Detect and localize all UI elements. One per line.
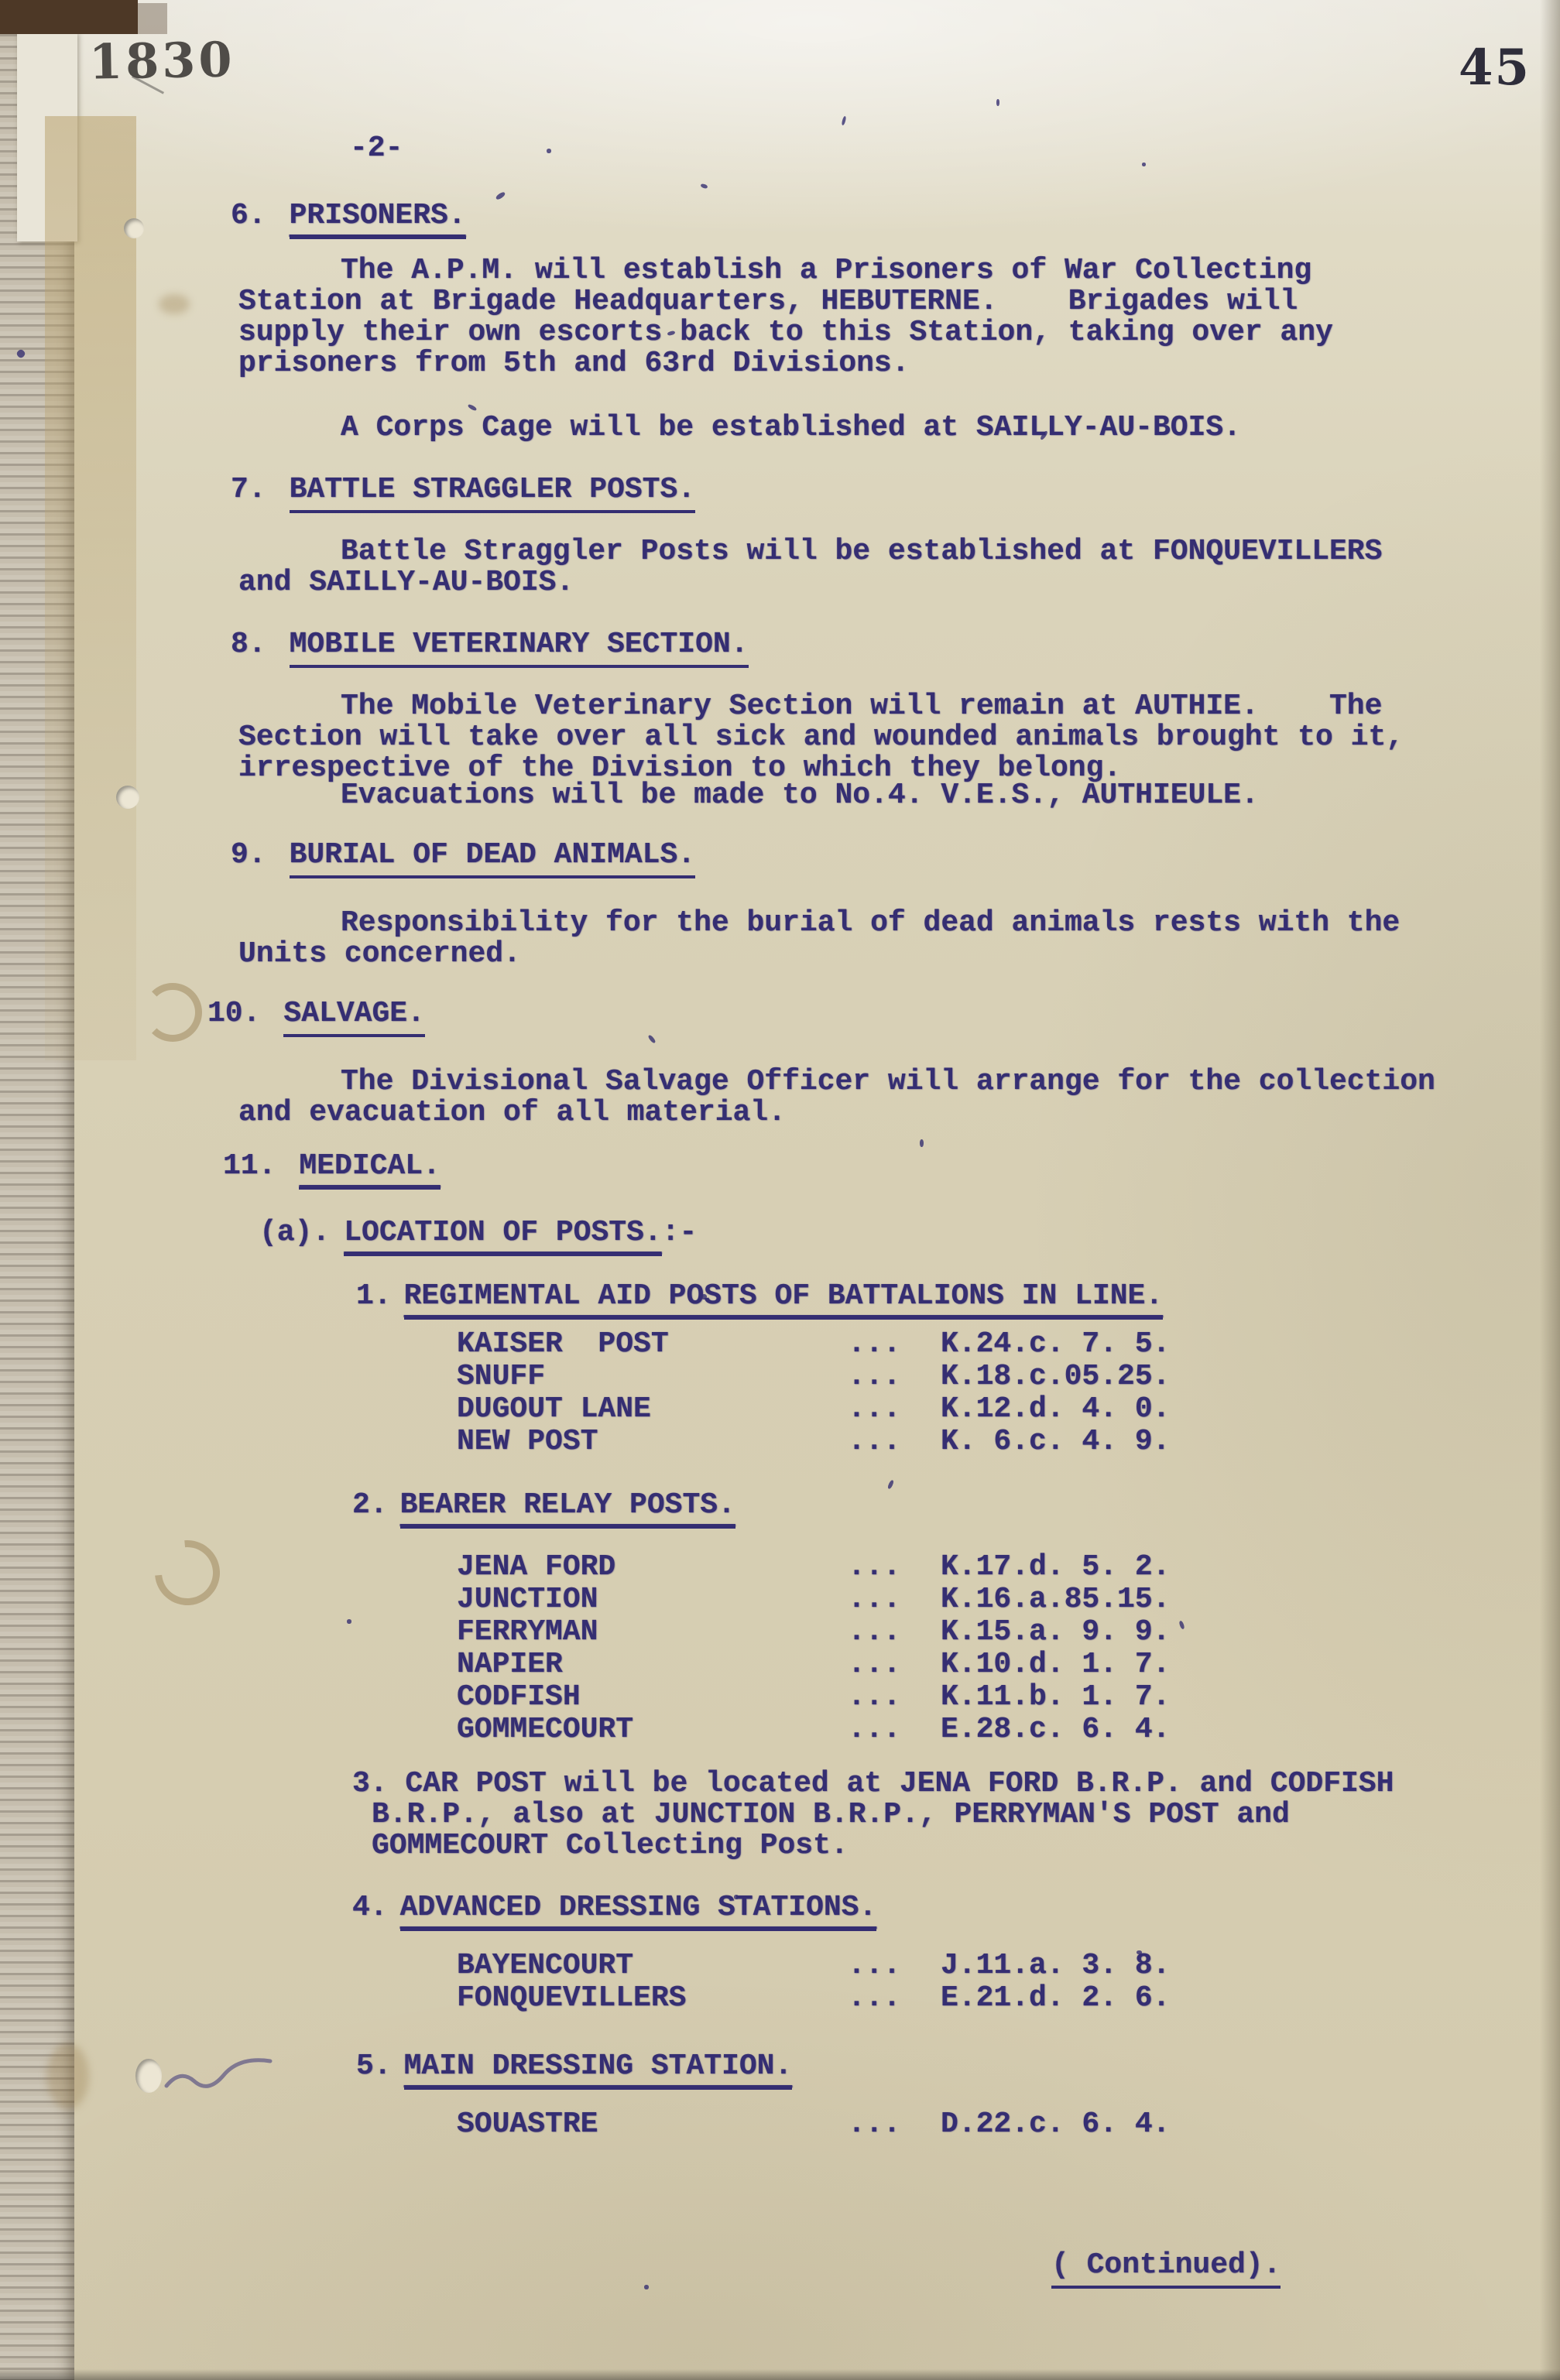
left-edge-stain [45,116,136,1060]
item-number: 2. [352,1488,388,1522]
map-coordinate: J.11.a. 3. 8. [941,1949,1171,1982]
section-7-paragraph [238,536,1382,598]
ink-speck [647,1034,657,1043]
paragraph-line: The Mobile Veterinary Section will remain at AUTHIE. The [341,690,1383,723]
post-name: BAYENCOURT [457,1949,634,1982]
map-coordinate: K.18.c.05.25. [941,1360,1171,1393]
section-title: MEDICAL. [299,1149,440,1190]
section-number: 8. [231,628,266,661]
section-9-paragraph [238,908,1400,970]
ink-speck [644,2285,649,2289]
dots-leader: ... [848,1713,901,1746]
ink-speck [1178,1620,1185,1629]
paragraph-line: GOMMECOURT Collecting Post. [372,1829,849,1862]
continued-note [1051,2248,1281,2289]
map-coordinate: K.11.b. 1. 7. [941,1680,1171,1714]
ink-speck [495,191,506,200]
ink-speck [700,183,708,190]
section-number: 6. [231,199,266,232]
paragraph-line: Station at Brigade Headquarters, HEBUTERNE. Brigades will [238,285,1298,318]
paragraph-line: Responsibility for the burial of dead animals rests with the [341,906,1401,940]
post-name: KAISER POST [457,1327,669,1361]
pen-squiggle [163,2051,286,2105]
map-coordinate: K.12.d. 4. 0. [941,1392,1171,1426]
dots-leader: ... [848,1680,901,1714]
section-number: 7. [231,473,266,506]
map-coordinate: K. 6.c. 4. 9. [941,1425,1171,1458]
paragraph-line: Units concerned. [238,937,521,971]
map-coordinate: K.15.a. 9. 9. [941,1615,1171,1649]
dots-leader: ... [848,1949,901,1982]
ink-speck [920,1139,924,1147]
dots-leader: ... [848,1550,901,1584]
ink-speck [1142,163,1146,166]
section-10-heading [207,997,425,1037]
stain-blot [159,294,190,314]
section-8-paragraph [238,691,1404,784]
item-2-heading [352,1488,735,1529]
map-coordinate: K.10.d. 1. 7. [941,1648,1171,1681]
section-11-heading [223,1149,441,1190]
section-title: MOBILE VETERINARY SECTION. [290,628,749,668]
dots-leader: ... [848,1327,901,1361]
ink-speck [347,1619,351,1624]
dots-leader: ... [848,1392,901,1426]
page-number: -2- [350,132,403,165]
item-number: 1. [356,1279,392,1313]
right-page-edge [1540,0,1560,2380]
punch-hole [124,218,144,238]
post-name: SOUASTRE [457,2108,598,2141]
paragraph-line: and SAILLY-AU-BOIS. [238,566,574,599]
section-6-paragraph [238,255,1333,379]
map-coordinate: E.28.c. 6. 4. [941,1713,1171,1746]
post-name: JENA FORD [457,1550,616,1584]
section-7-heading [231,473,695,513]
dots-leader: ... [848,1583,901,1616]
ink-speck [887,1480,895,1490]
subsection-title: LOCATION OF POSTS. [344,1216,661,1256]
post-name: SNUFF [457,1360,546,1393]
subsection-suffix: :- [661,1216,698,1249]
ink-speck [842,116,847,126]
paragraph-line: Battle Straggler Posts will be established at FONQUEVILLERS [341,535,1383,568]
subsection-marker: (a). [259,1216,331,1249]
ink-speck [547,149,551,153]
item-title: REGIMENTAL AID POSTS OF BATTALIONS IN LINE. [404,1279,1164,1320]
dots-leader: ... [848,1360,901,1393]
section-number: 10. [207,997,261,1030]
paragraph-line: Section will take over all sick and wounded animals brought to it, [238,721,1404,754]
post-name: NAPIER [457,1648,563,1681]
archive-stamp: 1830 [88,31,236,91]
section-title: BATTLE STRAGGLER POSTS. [290,473,696,513]
post-name: FERRYMAN [457,1615,598,1649]
post-name: JUNCTION [457,1583,598,1616]
dots-leader: ... [848,1425,901,1458]
dots-leader: ... [848,1615,901,1649]
ink-speck [996,99,999,106]
paragraph-line: prisoners from 5th and 63rd Divisions. [238,347,910,380]
section-9-heading [231,838,695,878]
map-coordinate: D.22.c. 6. 4. [941,2108,1171,2141]
map-coordinate: E.21.d. 2. 6. [941,1981,1171,2015]
paragraph-line: supply their own escorts back to this Station, taking over any [238,316,1333,349]
paragraph-line: A Corps Cage will be established at SAILLY-AU-BOIS. [341,411,1241,444]
post-name: GOMMECOURT [457,1713,634,1746]
ring-stain [143,983,202,1042]
paragraph-line: The Divisional Salvage Officer will arrange for the collection [341,1065,1435,1098]
paragraph-line: irrespective of the Division to which they belong. [238,752,1122,785]
item-number: 4. [352,1891,388,1924]
dots-leader: ... [848,1981,901,2015]
paragraph-line: B.R.P., also at JUNCTION B.R.P., PERRYMAN'S POST and [372,1798,1290,1831]
paragraph-line: 3. CAR POST will be located at JENA FORD B.R.P. and CODFISH [352,1767,1394,1800]
subsection-a-heading [259,1216,697,1256]
section-8-paragraph-2 [238,780,1259,811]
section-title: BURIAL OF DEAD ANIMALS. [290,838,696,878]
map-coordinate: K.17.d. 5. 2. [941,1550,1171,1584]
post-name: DUGOUT LANE [457,1392,651,1426]
item-3-paragraph [352,1769,1394,1861]
item-4-heading [352,1891,876,1931]
post-name: NEW POST [457,1425,598,1458]
stain-blot [46,2043,89,2109]
punch-hole [135,2059,162,2093]
item-title: ADVANCED DRESSING STATIONS. [400,1891,877,1931]
section-title: PRISONERS. [290,199,466,239]
punch-hole [116,786,139,809]
ring-stain [142,1527,233,1618]
folio-number: 45 [1459,39,1531,97]
paragraph-line: and evacuation of all material. [238,1096,786,1129]
post-name: FONQUEVILLERS [457,1981,687,2015]
section-title: SALVAGE. [283,997,424,1037]
continued-text: ( Continued). [1051,2248,1281,2289]
section-number: 11. [223,1149,276,1183]
paragraph-line: Evacuations will be made to No.4. V.E.S., AUTHIEULE. [341,779,1259,812]
dark-corner [0,0,138,34]
item-1-heading [356,1279,1163,1320]
dots-leader: ... [848,1648,901,1681]
section-6-heading [231,199,466,239]
item-title: MAIN DRESSING STATION. [404,2050,793,2090]
section-10-paragraph [238,1067,1435,1128]
item-title: BEARER RELAY POSTS. [400,1488,735,1529]
item-number: 5. [356,2050,392,2083]
paragraph-line: The A.P.M. will establish a Prisoners of War Collecting [341,254,1312,287]
dots-leader: ... [848,2108,901,2141]
item-5-heading [356,2050,792,2090]
section-number: 9. [231,838,266,872]
bottom-page-edge [0,2369,1560,2380]
post-name: CODFISH [457,1680,581,1714]
map-coordinate: K.16.a.85.15. [941,1583,1171,1616]
section-6-paragraph-2 [238,413,1241,443]
map-coordinate: K.24.c. 7. 5. [941,1327,1171,1361]
section-8-heading [231,628,749,668]
